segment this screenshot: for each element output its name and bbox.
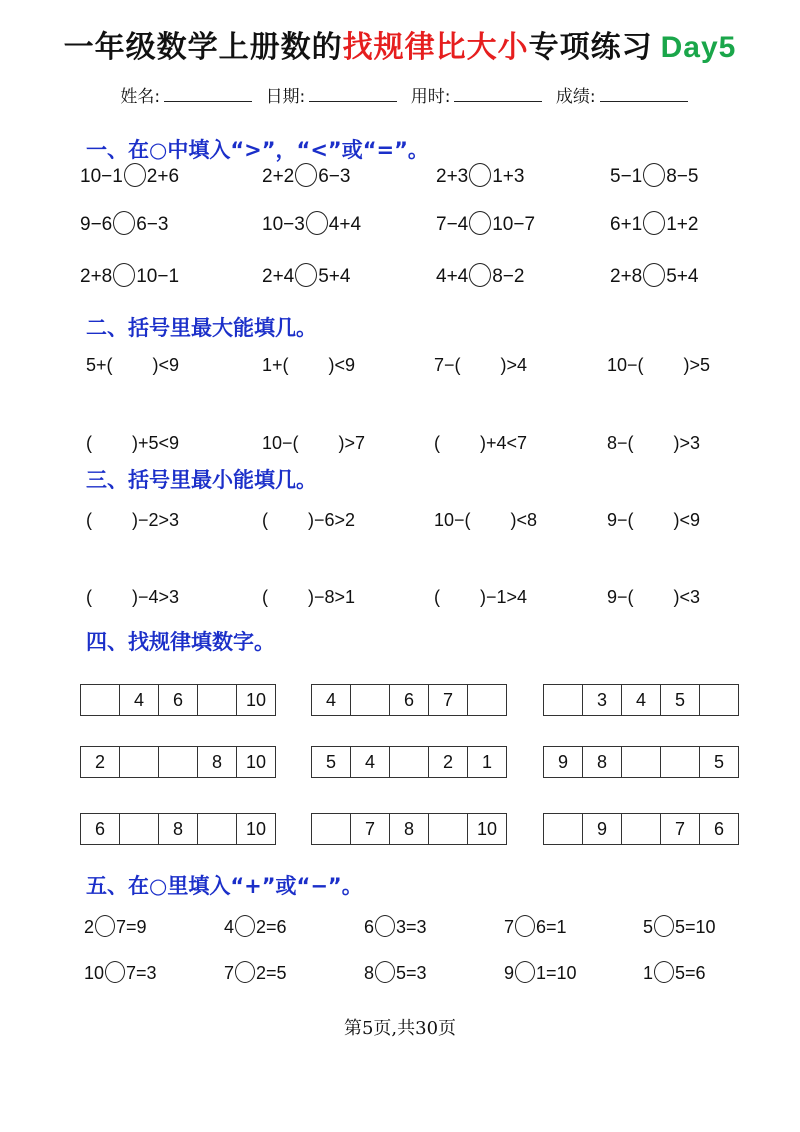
min-fill-item: ( )−6>2 (262, 510, 356, 530)
section-5-heading: 五、在○里填入“+”或“−”。 (86, 874, 363, 898)
answer-circle[interactable] (295, 163, 317, 187)
operator-item (364, 912, 427, 942)
name-label: 姓名: (120, 87, 161, 107)
left-expression: 9−6 (80, 214, 113, 235)
first-number: 7 (504, 917, 515, 937)
compare-item (262, 210, 361, 240)
number-pattern-grid (543, 746, 739, 778)
operator-circle[interactable] (235, 961, 255, 983)
number-cell: 10 (468, 814, 507, 844)
right-expression: 6−3 (318, 166, 351, 187)
blank-cell[interactable] (468, 685, 507, 715)
number-cell: 4 (120, 685, 159, 715)
right-expression: 1+2 (666, 214, 699, 235)
answer-circle[interactable] (295, 263, 317, 287)
max-fill-item: 1+( )<9 (262, 355, 356, 375)
min-fill-item: 9−( )<9 (607, 510, 701, 530)
blank-cell[interactable] (81, 685, 120, 715)
compare-item (610, 210, 698, 240)
compare-item (80, 262, 179, 292)
blank-cell[interactable] (622, 747, 661, 777)
right-expression: 4+4 (328, 214, 362, 235)
compare-item (262, 162, 350, 192)
number-pattern-grid (543, 813, 739, 845)
number-cell: 2 (429, 747, 468, 777)
number-cell: 5 (312, 747, 351, 777)
operator-item (224, 912, 287, 942)
equation-rest: 3=3 (396, 917, 427, 937)
right-expression: 2+6 (146, 166, 180, 187)
first-number: 2 (84, 917, 95, 937)
number-cell: 6 (700, 814, 739, 844)
equation-rest: 5=3 (396, 963, 427, 983)
blank-cell[interactable] (351, 685, 390, 715)
number-cell: 5 (661, 685, 700, 715)
student-info-line (0, 82, 800, 107)
number-cell: 4 (312, 685, 351, 715)
first-number: 4 (224, 917, 235, 937)
number-cell: 4 (351, 747, 390, 777)
left-expression: 4+4 (436, 266, 469, 287)
title-suffix: 专项练习 (528, 30, 653, 65)
equation-rest: 6=1 (536, 917, 567, 937)
left-expression: 2+2 (262, 166, 295, 187)
max-fill-item: 7−( )>4 (434, 355, 528, 375)
blank-cell[interactable] (198, 685, 237, 715)
answer-circle[interactable] (643, 263, 665, 287)
number-pattern-grid (80, 746, 276, 778)
operator-circle[interactable] (515, 915, 535, 937)
min-fill-item: 10−( )<8 (434, 510, 538, 530)
left-expression: 2+8 (80, 266, 113, 287)
first-number: 1 (643, 963, 654, 983)
score-label: 成绩: (555, 87, 596, 107)
answer-circle[interactable] (469, 163, 491, 187)
right-expression: 8−5 (666, 166, 699, 187)
right-expression: 10−7 (492, 214, 536, 235)
left-expression: 2+3 (436, 166, 469, 187)
min-fill-item: 9−( )<3 (607, 587, 701, 607)
left-expression: 5−1 (610, 166, 643, 187)
operator-circle[interactable] (105, 961, 125, 983)
max-fill-item: 5+( )<9 (86, 355, 180, 375)
number-cell: 7 (661, 814, 700, 844)
compare-item (610, 262, 698, 292)
number-cell: 10 (237, 814, 276, 844)
number-pattern-grid (311, 813, 507, 845)
number-cell: 3 (583, 685, 622, 715)
worksheet-title (0, 22, 800, 66)
right-expression: 10−1 (136, 266, 180, 287)
first-number: 8 (364, 963, 375, 983)
compare-item (436, 210, 535, 240)
operator-item (84, 958, 157, 988)
right-expression: 5+4 (318, 266, 351, 287)
max-fill-item: ( )+5<9 (86, 433, 180, 453)
number-cell: 7 (351, 814, 390, 844)
operator-circle[interactable] (375, 961, 395, 983)
time-label: 用时: (410, 87, 451, 107)
left-expression: 6+1 (610, 214, 643, 235)
number-cell: 9 (583, 814, 622, 844)
compare-item (436, 162, 524, 192)
number-cell: 8 (198, 747, 237, 777)
operator-circle[interactable] (95, 915, 115, 937)
operator-item (504, 958, 577, 988)
title-prefix: 一年级数学上册数的 (63, 30, 343, 65)
operator-circle[interactable] (654, 915, 674, 937)
right-expression: 1+3 (492, 166, 525, 187)
right-expression: 5+4 (666, 266, 699, 287)
right-expression: 8−2 (492, 266, 525, 287)
date-blank[interactable] (309, 87, 397, 102)
number-cell: 7 (429, 685, 468, 715)
section-4-heading: 四、找规律填数字。 (86, 630, 275, 654)
max-fill-item: 8−( )>3 (607, 433, 701, 453)
answer-circle[interactable] (113, 263, 135, 287)
answer-circle[interactable] (469, 263, 491, 287)
operator-circle[interactable] (654, 961, 674, 983)
blank-cell[interactable] (390, 747, 429, 777)
left-expression: 2+8 (610, 266, 643, 287)
first-number: 5 (643, 917, 654, 937)
number-cell: 6 (390, 685, 429, 715)
operator-circle[interactable] (515, 961, 535, 983)
equation-rest: 5=10 (675, 917, 716, 937)
number-pattern-grid (543, 684, 739, 716)
blank-cell[interactable] (120, 814, 159, 844)
name-blank[interactable] (164, 87, 252, 102)
answer-circle[interactable] (306, 211, 328, 235)
min-fill-item: ( )−2>3 (86, 510, 180, 530)
operator-circle[interactable] (235, 915, 255, 937)
number-cell: 5 (700, 747, 739, 777)
number-cell: 8 (159, 814, 198, 844)
blank-cell[interactable] (159, 747, 198, 777)
first-number: 6 (364, 917, 375, 937)
operator-item (364, 958, 427, 988)
right-expression: 6−3 (136, 214, 169, 235)
blank-cell[interactable] (312, 814, 351, 844)
number-pattern-grid (80, 813, 276, 845)
equation-rest: 7=3 (126, 963, 157, 983)
equation-rest: 5=6 (675, 963, 706, 983)
answer-circle[interactable] (643, 163, 665, 187)
score-blank[interactable] (600, 87, 688, 102)
section-1-heading: 一、在○中填入“>”，“<”或“=”。 (86, 138, 429, 162)
compare-item (436, 262, 524, 292)
answer-circle[interactable] (469, 211, 491, 235)
min-fill-item: ( )−1>4 (434, 587, 528, 607)
section-2-heading: 二、括号里最大能填几。 (86, 316, 317, 340)
first-number: 10 (84, 963, 105, 983)
number-cell: 1 (468, 747, 507, 777)
equation-rest: 2=5 (256, 963, 287, 983)
max-fill-item: 10−( )>7 (262, 433, 366, 453)
date-label: 日期: (265, 87, 306, 107)
first-number: 7 (224, 963, 235, 983)
title-highlight: 找规律比大小 (342, 30, 529, 65)
max-fill-item: 10−( )>5 (607, 355, 711, 375)
number-cell: 8 (390, 814, 429, 844)
answer-circle[interactable] (643, 211, 665, 235)
number-pattern-grid (80, 684, 276, 716)
number-cell: 6 (81, 814, 120, 844)
equation-rest: 1=10 (536, 963, 577, 983)
blank-cell[interactable] (544, 685, 583, 715)
blank-cell[interactable] (622, 814, 661, 844)
number-cell: 4 (622, 685, 661, 715)
blank-cell[interactable] (429, 814, 468, 844)
left-expression: 10−1 (80, 166, 123, 187)
number-cell: 6 (159, 685, 198, 715)
number-pattern-grid (311, 684, 507, 716)
number-cell: 2 (81, 747, 120, 777)
page-footer: 第5页,共30页 (343, 1018, 457, 1039)
equation-rest: 7=9 (116, 917, 147, 937)
title-day: Day5 (660, 31, 737, 64)
left-expression: 7−4 (436, 214, 469, 235)
number-pattern-grid (311, 746, 507, 778)
blank-cell[interactable] (700, 685, 739, 715)
blank-cell[interactable] (120, 747, 159, 777)
number-cell: 8 (583, 747, 622, 777)
left-expression: 2+4 (262, 266, 295, 287)
compare-item (610, 162, 698, 192)
max-fill-item: ( )+4<7 (434, 433, 528, 453)
compare-item (80, 210, 168, 240)
section-3-heading: 三、括号里最小能填几。 (86, 468, 317, 492)
operator-item (84, 912, 147, 942)
compare-item (262, 262, 350, 292)
blank-cell[interactable] (661, 747, 700, 777)
time-blank[interactable] (454, 87, 542, 102)
number-cell: 10 (237, 747, 276, 777)
number-cell: 10 (237, 685, 276, 715)
min-fill-item: ( )−4>3 (86, 587, 180, 607)
operator-circle[interactable] (375, 915, 395, 937)
left-expression: 10−3 (262, 214, 305, 235)
operator-item (643, 912, 716, 942)
operator-item (224, 958, 287, 988)
operator-item (643, 958, 706, 988)
first-number: 9 (504, 963, 515, 983)
answer-circle[interactable] (113, 211, 135, 235)
compare-item (80, 162, 179, 192)
blank-cell[interactable] (198, 814, 237, 844)
number-cell: 9 (544, 747, 583, 777)
blank-cell[interactable] (544, 814, 583, 844)
answer-circle[interactable] (124, 163, 146, 187)
min-fill-item: ( )−8>1 (262, 587, 356, 607)
operator-item (504, 912, 567, 942)
equation-rest: 2=6 (256, 917, 287, 937)
